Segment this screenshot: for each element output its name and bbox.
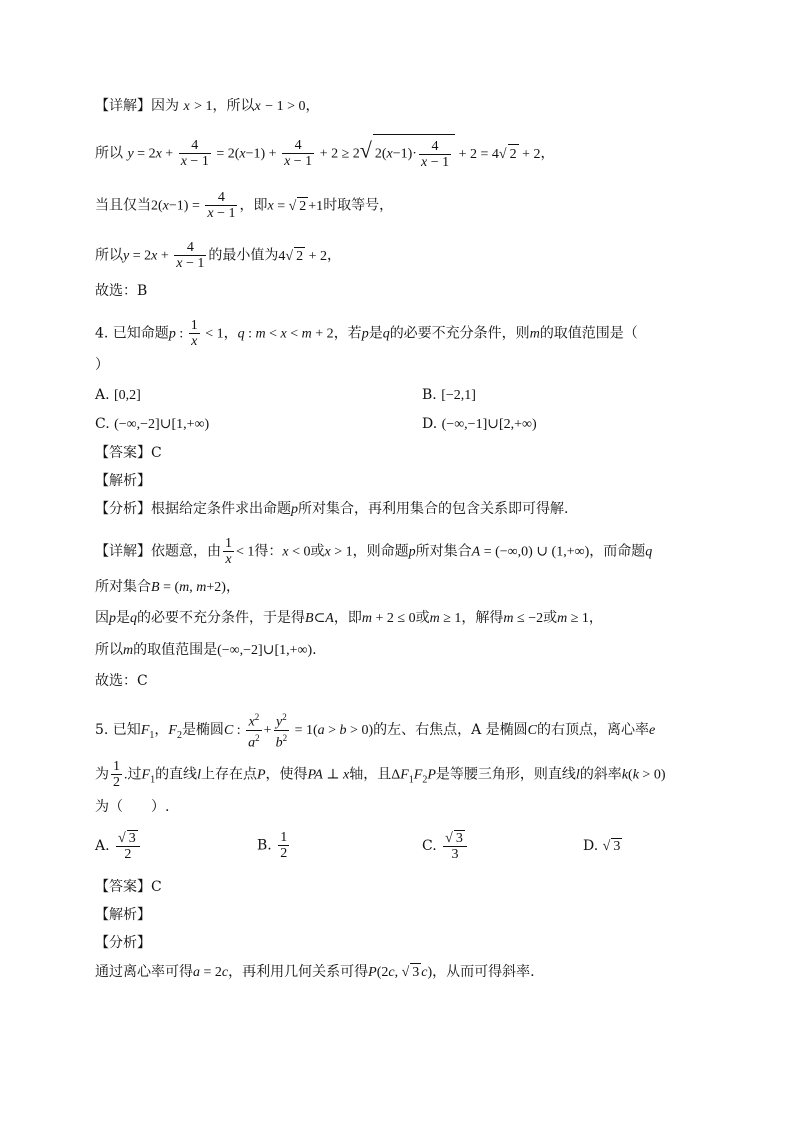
q4-detail-2: 所对集合B = (m, m+2)，	[95, 579, 240, 595]
q5-stem-3: 为（ ）.	[95, 799, 170, 815]
detail-line-2: 所以 y = 2x + $\frac{4}{x - 1}$ = 2(x−1) + $\frac{4}{x - 1}$ + 2 ≥ 2√ 2(x−1)· $\frac{4}{x - 1}$ + 2 = 4√ 2 + 2，	[95, 134, 704, 170]
q5-option-a[interactable]: A. $\frac{√ 3}{2}$	[95, 830, 142, 862]
choose-b: 故选：B	[95, 283, 148, 299]
q4-fenxi: 【分析】根据给定条件求出命题p所对集合，再利用集合的包含关系即可得解.	[95, 501, 569, 517]
q4-stem-close: ）	[95, 357, 109, 373]
q5-last-line: 通过离心率可得a = 2c，再利用几何关系可得P(2c, √ 3 c)，从而可得斜率.	[95, 964, 535, 980]
detail-line-1: 【详解】因为 x > 1，所以x − 1 > 0，	[95, 98, 320, 114]
q5-fenxi: 【分析】	[95, 935, 151, 951]
q4-stem: 4. 已知命题p : $\frac{1}{x}$ < 1，q : m < x < m + 2，若p是q的必要不充分条件，则m的取值范围是（	[95, 318, 638, 349]
detail-label: 【详解】	[95, 98, 151, 114]
q4-detail-3: 因p是q的必要不充分条件，于是得B⊂A，即m + 2 ≤ 0或m ≥ 1，解得m ≤ −2或m ≥ 1，	[95, 610, 603, 626]
q4-detail-1: 【详解】依题意，由 $\frac{1}{x}$ < 1得：x < 0或x > 1，则命题p所对集合A = (−∞,0) ∪ (1,+∞)，而命题q	[95, 536, 653, 567]
q5-option-d[interactable]: D. √ 3	[583, 838, 621, 854]
q4-option-b[interactable]: B. [−2,1]	[422, 387, 476, 403]
q4-option-c[interactable]: C. (−∞,−2]∪[1,+∞)	[95, 416, 210, 432]
q5-analysis-head: 【解析】	[95, 907, 151, 923]
q5-option-b[interactable]: B. $\frac{1}{2}$	[257, 830, 288, 861]
q4-detail-4: 所以m的取值范围是(−∞,−2]∪[1,+∞).	[95, 642, 317, 658]
q5-answer: 【答案】C	[95, 879, 162, 895]
q4-option-d[interactable]: D. (−∞,−1]∪[2,+∞)	[422, 416, 537, 432]
q4-option-a[interactable]: A. [0,2]	[95, 387, 141, 403]
q4-answer: 【答案】C	[95, 445, 162, 461]
q5-stem-1: 5. 已知$F_1$，$F_2$是椭圆C : $\frac{x^2}{a^2}$ + $\frac{y^2}{b^2}$ = 1(a > b > 0)的左、右焦点，A 是椭圆C的右顶点，离心率e	[95, 712, 656, 751]
detail-line-3: 当且仅当2(x−1) = $\frac{4}{x - 1}$ ，即x = √ 2 +1时取等号，	[95, 190, 394, 221]
q4-analysis-head: 【解析】	[95, 473, 151, 489]
q5-option-c[interactable]: C. $\frac{√ 3}{3}$	[422, 830, 469, 862]
detail-line-4: 所以y = 2x + $\frac{4}{x - 1}$ 的最小值为4√ 2 + 2，	[95, 240, 341, 271]
q5-stem-2: 为 $\frac{1}{2}$ .过$F_1$的直线l上存在点P，使得PA ⊥ x轴，且$\Delta F_1F_2P$是等腰三角形，则直线l的斜率k(k > 0)	[95, 759, 666, 790]
choose-c: 故选：C	[95, 673, 148, 689]
